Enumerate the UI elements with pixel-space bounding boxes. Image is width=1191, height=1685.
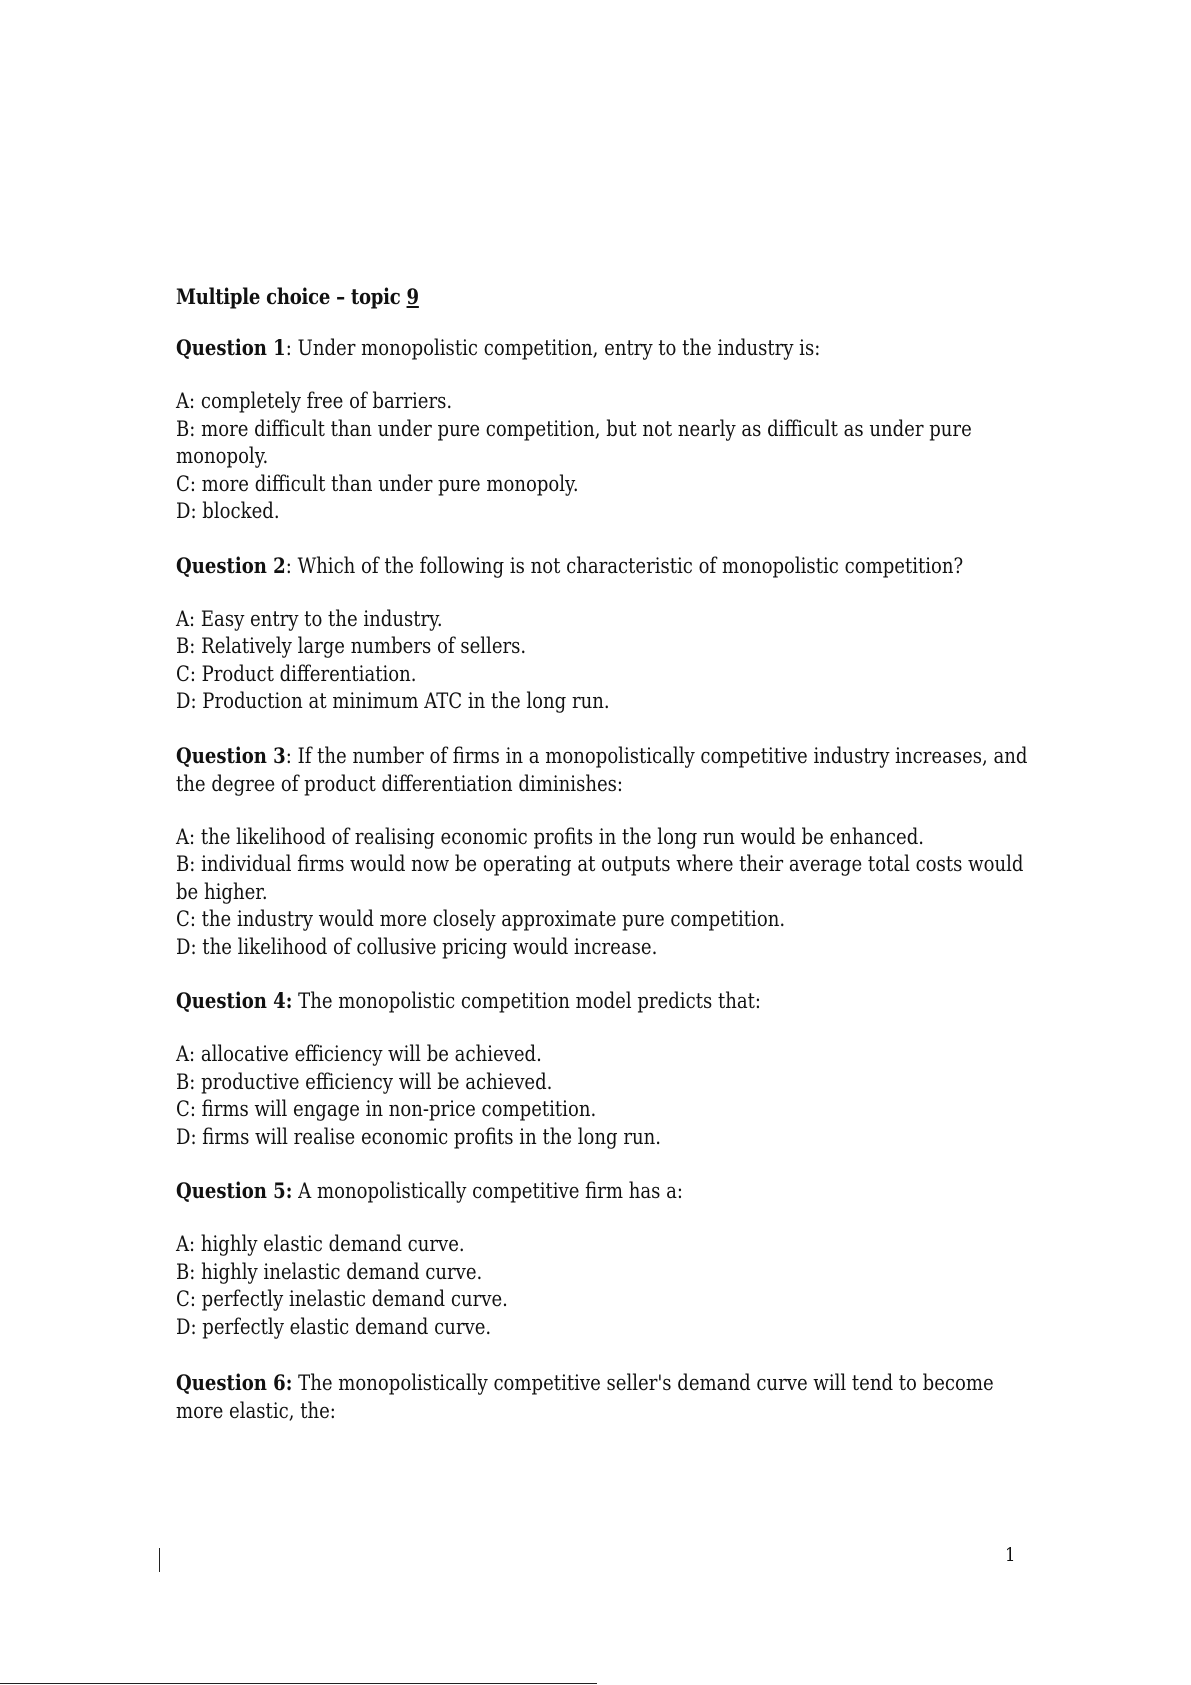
option-list bbox=[176, 606, 1036, 716]
question-4 bbox=[176, 987, 1036, 1151]
question-stem: Question 2: Which of the following is not characteristic of monopolistic competition? bbox=[176, 552, 964, 578]
question-5 bbox=[176, 1177, 1036, 1341]
option-c: C: perfectly inelastic demand curve. bbox=[176, 1287, 508, 1311]
question-text: A monopolistically competitive firm has a: bbox=[298, 1179, 683, 1203]
document-body bbox=[176, 282, 1036, 1451]
option-a: A: completely free of barriers. bbox=[176, 389, 453, 413]
question-6 bbox=[176, 1369, 1036, 1425]
option-a: A: Easy entry to the industry. bbox=[176, 606, 443, 631]
option-a: A: highly elastic demand curve. bbox=[176, 1232, 465, 1256]
option-d: D: Production at minimum ATC in the long run. bbox=[176, 689, 610, 713]
question-text: If the number of firms in a monopolistically competitive industry increases, and the degree of product differentiation diminishes: bbox=[176, 743, 1028, 796]
option-a: A: the likelihood of realising economic profits in the long run would be enhanced. bbox=[176, 824, 925, 849]
question-text: Which of the following is not characteristic of monopolistic competition? bbox=[297, 553, 964, 578]
question-label: Question 6: bbox=[176, 1370, 293, 1395]
question-stem bbox=[176, 1177, 1036, 1205]
question-stem bbox=[176, 1369, 1036, 1425]
option-b: B: more difficult than under pure competition, but not nearly as difficult as under pure monopoly. bbox=[176, 416, 972, 468]
option-d: D: perfectly elastic demand curve. bbox=[176, 1314, 492, 1339]
page-number: 1 bbox=[1005, 1544, 1016, 1566]
question-1 bbox=[176, 334, 1036, 526]
question-label: Question 5: bbox=[176, 1178, 293, 1203]
title-prefix: Multiple choice – topic bbox=[176, 284, 407, 309]
question-3 bbox=[176, 742, 1036, 962]
footer-rule bbox=[0, 1683, 597, 1684]
option-list bbox=[176, 1041, 1036, 1151]
option-c: C: firms will engage in non-price competition. bbox=[176, 1097, 597, 1121]
topic-number: 9 bbox=[406, 284, 419, 309]
option-c: C: more difficult than under pure monopoly. bbox=[176, 471, 579, 496]
option-c: C: the industry would more closely approximate pure competition. bbox=[176, 907, 786, 931]
option-d: D: blocked. bbox=[176, 499, 280, 523]
option-b: B: individual firms would now be operating at outputs where their average total costs would be higher. bbox=[176, 852, 1024, 904]
question-label: Question 4: bbox=[176, 988, 293, 1013]
option-a: A: allocative efficiency will be achieved. bbox=[176, 1042, 542, 1066]
question-text: The monopolistic competition model predicts that: bbox=[298, 989, 761, 1013]
question-text: Under monopolistic competition, entry to the industry is: bbox=[297, 336, 821, 360]
option-b: B: productive efficiency will be achieved. bbox=[176, 1069, 553, 1094]
question-label: Question 1 bbox=[176, 335, 286, 360]
question-label: Question 2 bbox=[176, 552, 286, 578]
text-cursor bbox=[159, 1548, 160, 1572]
document-title bbox=[176, 282, 916, 312]
question-stem: Question 1: Under monopolistic competition, entry to the industry is: bbox=[176, 335, 821, 360]
option-list bbox=[176, 824, 1036, 962]
question-stem: Question 3: If the number of firms in a monopolistically competitive industry increases, and the degree of product differentiation diminishes: bbox=[176, 742, 1028, 796]
option-list bbox=[176, 1231, 1036, 1341]
option-c: C: Product differentiation. bbox=[176, 661, 417, 686]
question-stem bbox=[176, 987, 1036, 1015]
option-d: D: firms will realise economic profits in the long run. bbox=[176, 1124, 661, 1149]
option-b: B: Relatively large numbers of sellers. bbox=[176, 634, 527, 658]
option-b: B: highly inelastic demand curve. bbox=[176, 1259, 483, 1284]
question-text: The monopolistically competitive seller's demand curve will tend to become more elastic, the: bbox=[176, 1371, 994, 1423]
question-label: Question 3 bbox=[176, 742, 286, 768]
option-list bbox=[176, 388, 1036, 526]
option-d: D: the likelihood of collusive pricing would increase. bbox=[176, 934, 658, 959]
question-2 bbox=[176, 552, 1036, 716]
